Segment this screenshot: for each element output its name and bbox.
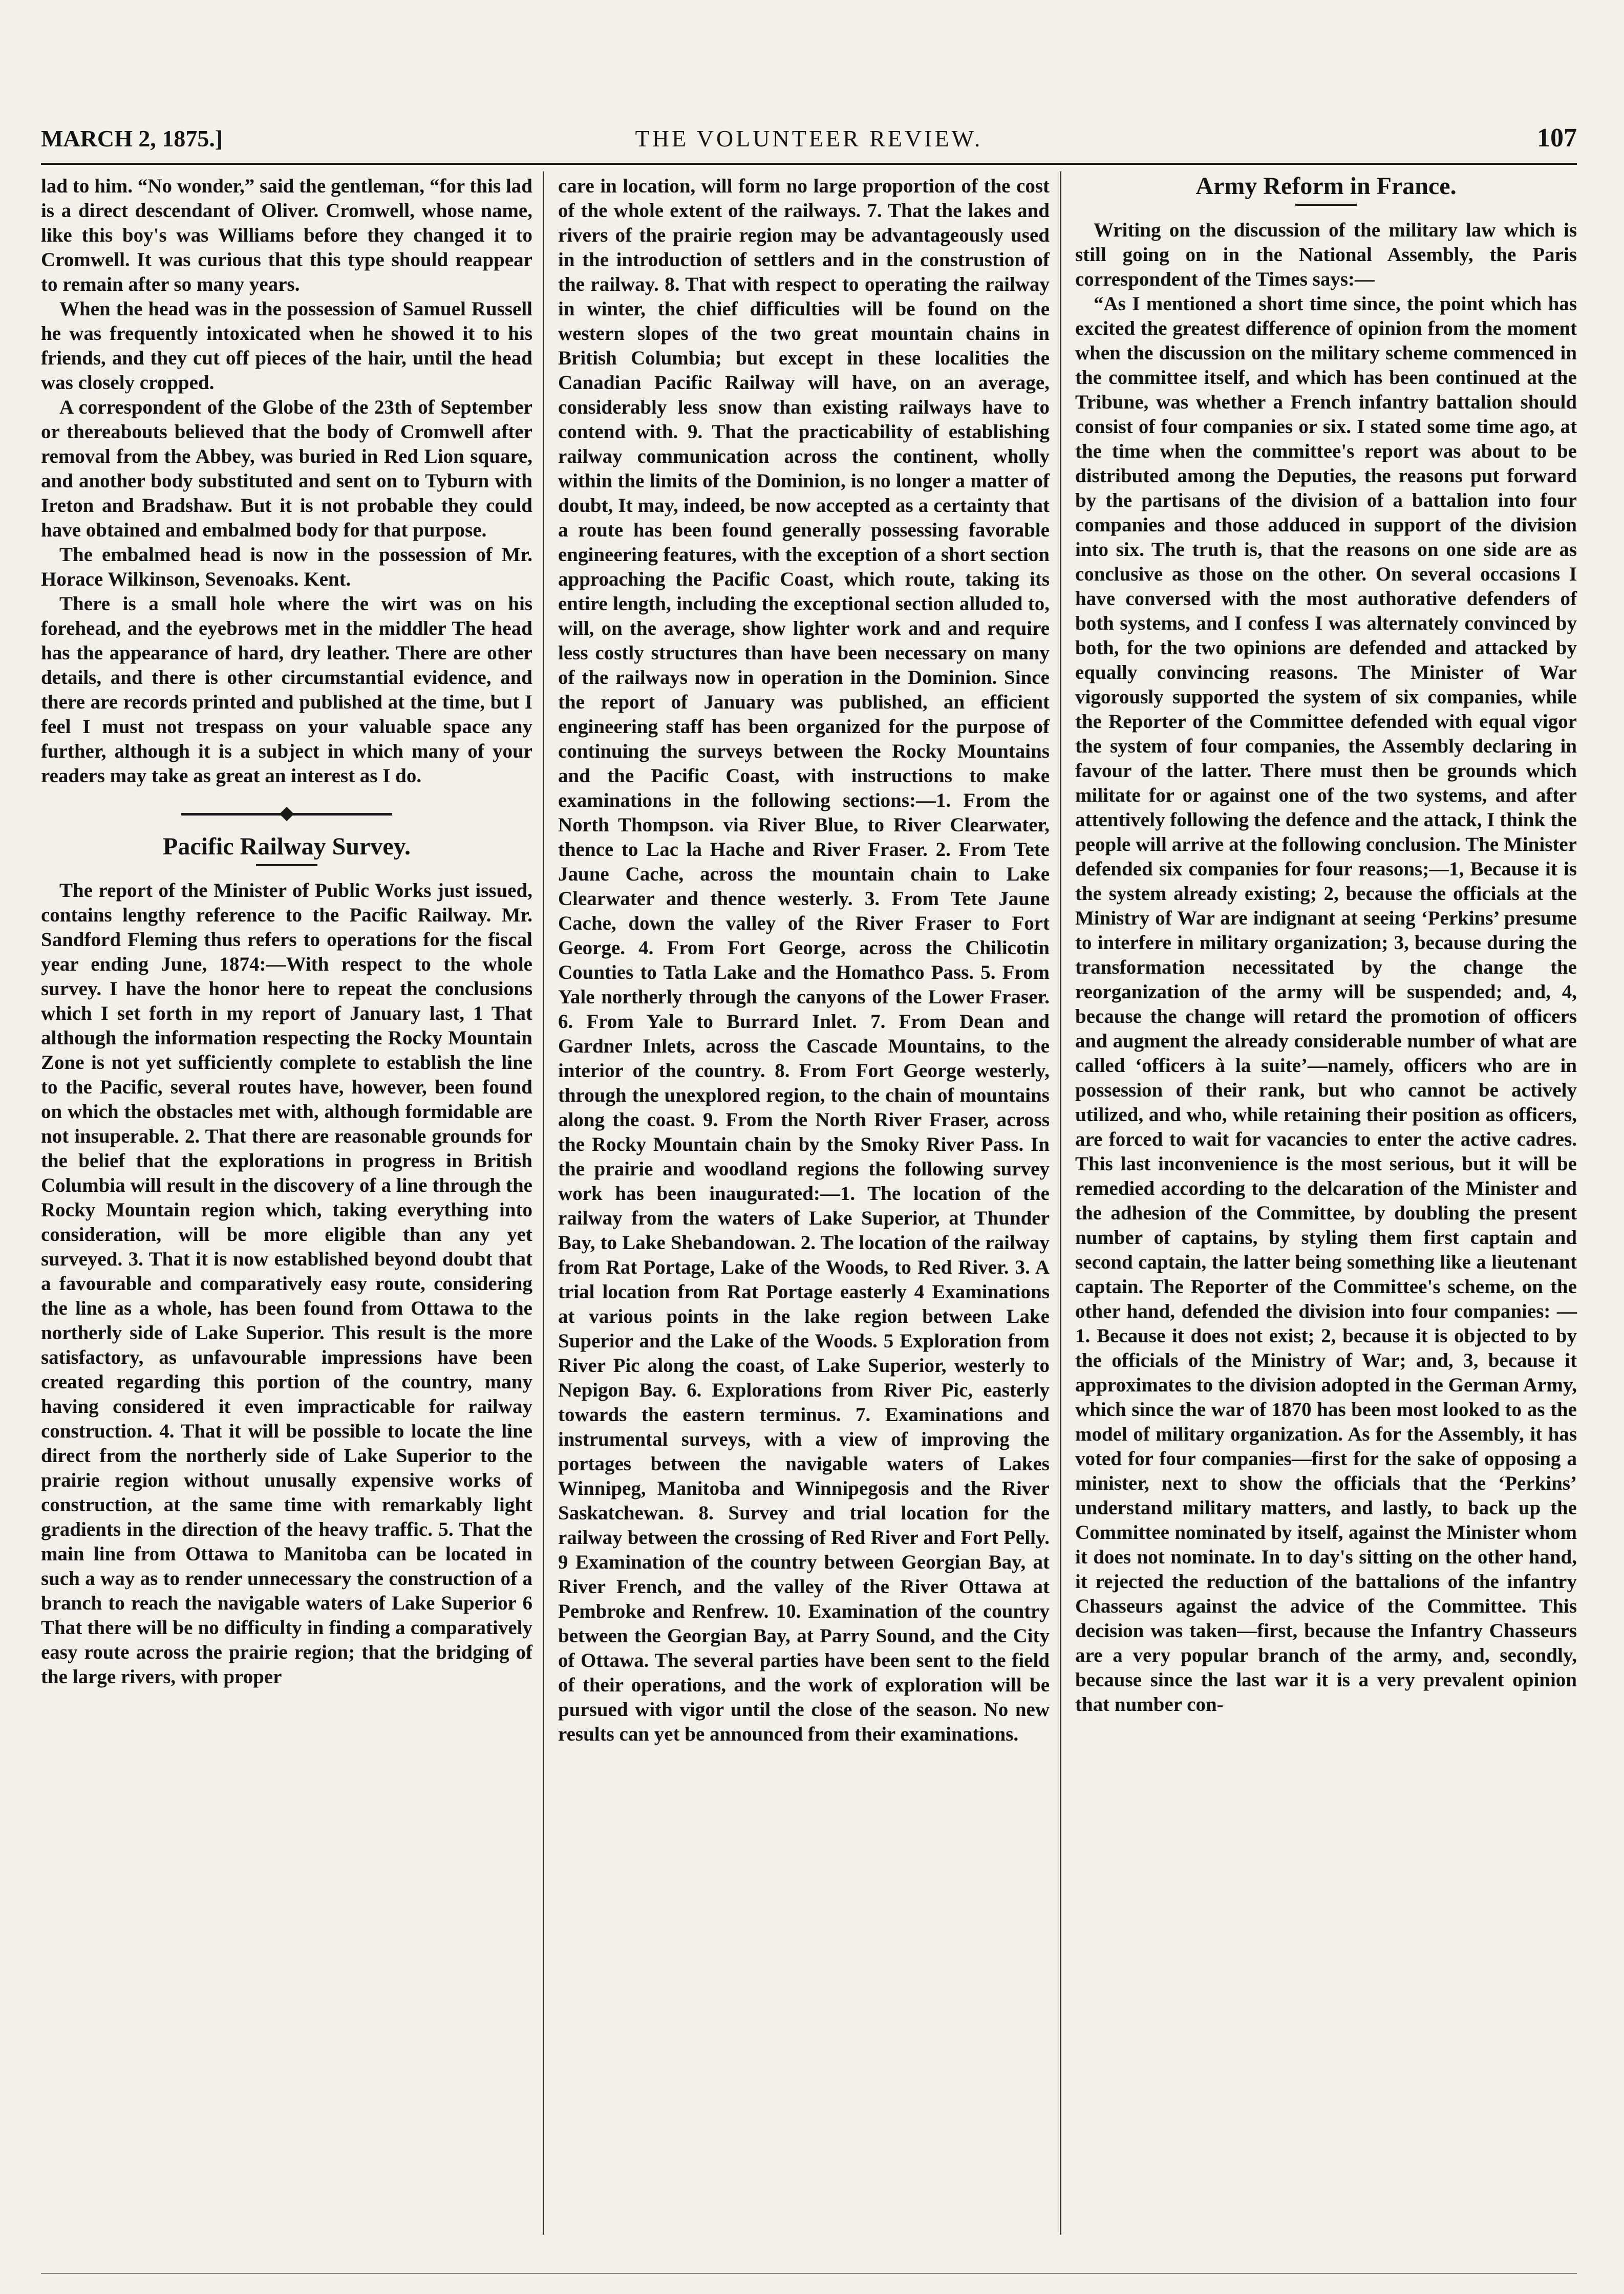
column-1 xyxy=(41,174,532,1689)
column-3 xyxy=(1075,174,1577,1717)
article-separator xyxy=(41,809,532,819)
publication-title: THE VOLUNTEER REVIEW. xyxy=(635,125,983,152)
column-divider xyxy=(543,171,544,2235)
paragraph: A correspondent of the Globe of the 23th of September or thereabouts believed that the body of Cromwell after removal from the Abbey, was buried in Red Lion square, and another body substituted and sent on to Tyburn with Ireton and Bradshaw. But it is not probable they could have obtained and embalmed body for that purpose. xyxy=(41,396,532,541)
article-title-army-reform: Army Reform in France. xyxy=(1195,173,1457,200)
paragraph: The report of the Minister of Public Works just issued, contains lengthy reference to the Pacific Railway. Mr. Sandford Fleming thus refers to operations for the fiscal year ending June, 1874:—With respect to the whole survey. I have the honor here to repeat the conclusions which I set forth in my report of January last, 1 That although the information respecting the Rocky Mountain Zone is not yet sufficiently complete to establish the line to the Pacific, several routes have, however, been found on which the obstacles met with, although formidable are not insuperable. 2. That there are reasonable grounds for the belief that the explorations in progress in British Columbia will result in the discovery of a line through the Rocky Mountain region which, taking everything into consideration, will be more eligible than any yet surveyed. 3. That it is now established beyond doubt that a favourable and comparatively easy route, considering the line as a whole, has been found from Ottawa to the northerly side of Lake Superior. This result is the more satisfactory, as unfavourable impressions have been created regarding this portion of the country, many having considered it even impracticable for railway construction. 4. That it will be possible to locate the line direct from the northerly side of Lake Superior to the prairie region without unusally expensive works of construction, at the same time with remarkably light gradients in the direction of the heavy traffic. 5. That the main line from Ottawa to Manitoba can be located in such a way as to render unnecessary the construction of a branch to reach the navigable waters of Lake Superior 6 That there will be no difficulty in finding a comparatively easy route across the prairie region; that the bridging of the large rivers, with proper xyxy=(41,880,532,1688)
header-rule xyxy=(41,163,1577,165)
paragraph: Writing on the discussion of the military law which is still going on in the National Assembly, the Paris correspondent of the Times says:— xyxy=(1075,219,1577,290)
paragraph: lad to him. “No wonder,” said the gentleman, “for this lad is a direct descendant of Oliver. Cromwell, whose name, like this boy's was Williams before they changed it to Cromwell. It was curious that this type should reappear to remain after so many years. xyxy=(41,175,532,295)
page-bottom-edge xyxy=(41,2273,1577,2274)
title-rule xyxy=(256,864,317,866)
issue-date: MARCH 2, 1875.] xyxy=(41,125,223,152)
paragraph: There is a small hole where the wirt was on his forehead, and the eyebrows met in the middler The head has the appearance of hard, dry leather. There are other details, and there is other circumstantial evidence, and there are records printed and published at the time, but I feel I must not trespass on your valuable space any further, although it is a subject in which many of your readers may take as great an interest as I do. xyxy=(41,593,532,787)
paragraph: When the head was in the possession of Samuel Russell he was frequently intoxicated when he showed it to his friends, and they cut off pieces of the hair, until the head was closely cropped. xyxy=(41,298,532,394)
column-2 xyxy=(558,174,1050,1747)
paragraph: The embalmed head is now in the possession of Mr. Horace Wilkinson, Sevenoaks. Kent. xyxy=(41,544,532,590)
paragraph: “As I mentioned a short time since, the point which has excited the greatest difference of opinion from the moment when the discussion on the military scheme commenced in the committee itself, and which has been continued at the Tribune, was whether a French infantry battalion should consist of four companies or six. I stated some time ago, at the time when the committee's report was about to be distributed among the Deputies, the reasons put forward by the partisans of the division of a battalion into four companies and those adduced in support of the division into six. The truth is, that the reasons on one side are as conclusive as those on the other. On several occasions I have conversed with the most authorative defenders of both systems, and I confess I was alternately convinced by both, for the two opinions are defended and attacked by equally convincing reasons. The Minister of War vigorously supported the system of six companies, while the Reporter of the Committee defended with equal vigor the system of four companies, the Assembly declaring in favour of the latter. There must then be grounds which militate for or against one of the two systems, and after attentively following the defence and the attack, I think the people will arrive at the following conclusion. The Minister defended six companies for four reasons;—1, Because it is the system already existing; 2, because the officials at the Ministry of War are indignant at seeing ‘Perkins’ presume to interfere in military organization; 3, because during the transformation necessitated by the change the reorganization of the army will be suspended; and, 4, because the change will retard the promotion of officers and augment the already considerable number of what are called ‘officers à la suite’—namely, officers who are in possession of their rank, but who cannot be actively utilized, and who, while retaining their position as officers, are forced to wait for vacancies to enter the active cadres. This last inconvenience is the most serious, but it will be remedied according to the delcaration of the Minister and the adhesion of the Committee, by doubling the present number of captains, by styling them first captain and second captain, the latter being something like a lieutenant captain. The Reporter of the Committee's scheme, on the other hand, defended the division into four companies: —1. Because it does not exist; 2, because it is objected to by the officials of the Ministry of War; and, 3, because it approximates to the division adopted in the German Army, which since the war of 1870 has been most looked to as the model of military organization. As for the Assembly, it has voted for four companies—first for the sake of opposing a minister, next to show the officials that the ‘Perkins’ understand military matters, and lastly, to back up the Committee nominated by itself, against the Minister whom it does not nominate. In to day's sitting on the other hand, it rejected the reduction of the battalions of the infantry Chasseurs against the advice of the Committee. This decision was taken—first, because the Infantry Chasseurs are a very popular branch of the army, and, secondly, because since the last war it is a very prevalent opinion that number con- xyxy=(1075,293,1577,1716)
title-rule xyxy=(1295,204,1357,206)
article-title-pacific-railway: Pacific Railway Survey. xyxy=(163,833,411,860)
page-number: 107 xyxy=(1537,123,1577,153)
paragraph: care in location, will form no large proportion of the cost of the whole extent of the railways. 7. That the lakes and rivers of the prairie region may be advantageously used in the introduction of settlers and in the construstion of the railway. 8. That with respect to operating the railway in winter, the chief difficulties will be found on the western slopes of the two great mountain chains in British Columbia; but except in these localities the Canadian Pacific Railway will have, on an average, considerably less snow than existing railways have to contend with. 9. That the practicability of establishing railway communication across the continent, wholly within the limits of the Dominion, is no longer a matter of doubt, It may, indeed, be now accepted as a certainty that a route has been found generally possessing favorable engineering features, with the exception of a short section approaching the Pacific Coast, which route, taking its entire length, including the exceptional section alluded to, will, on the average, show lighter work and and require less costly structures than have been necessary on many of the railways now in operation in the Dominion. Since the report of January was published, an efficient engineering staff has been organized for the purpose of continuing the surveys between the Rocky Mountains and the Pacific Coast, with instructions to make examinations in the following sections:—1. From the North Thompson. via River Blue, to River Clearwater, thence to Lac la Hache and River Fraser. 2. From Tete Jaune Cache, across the mountain chain to Lake Clearwater and thence westerly. 3. From Tete Jaune Cache, down the valley of the River Fraser to Fort George. 4. From Fort George, across the Chilicotin Counties to Tatla Lake and the Homathco Pass. 5. From Yale northerly through the canyons of the Lower Fraser. 6. From Yale to Burrard Inlet. 7. From Dean and Gardner Inlets, across the Cascade Mountains, to the interior of the country. 8. From Fort George westerly, through the unexplored region, to the chain of mountains along the coast. 9. From the North River Fraser, across the Rocky Mountain chain by the Smoky River Pass. In the prairie and woodland regions the following survey work has been inaugurated:—1. The location of the railway from the waters of Lake Superior, at Thunder Bay, to Lake Shebandowan. 2. The location of the railway from Rat Portage, Lake of the Woods, to Red River. 3. A trial location from Rat Portage easterly 4 Examinations at various points in the lake region between Lake Superior and the Lake of the Woods. 5 Exploration from River Pic along the coast, of Lake Superior, westerly to Nepigon Bay. 6. Explorations from River Pic, easterly towards the eastern terminus. 7. Examinations and instrumental surveys, with a view of improving the portages between the navigable waters of Lakes Winnipeg, Manitoba and Winnipegosis and the River Saskatchewan. 8. Survey and trial location for the railway between the crossing of Red River and Fort Pelly. 9 Examination of the country between Georgian Bay, at River French, and the valley of the River Ottawa at Pembroke and Renfrew. 10. Examination of the country between the Georgian Bay, at Parry Sound, and the City of Ottawa. The several parties have been sent to the field of their operations, and the work of exploration will be pursued with vigor until the close of the season. No new results can yet be announced from their examinations. xyxy=(558,175,1050,1745)
column-divider xyxy=(1060,171,1061,2235)
page-header xyxy=(41,123,1577,159)
